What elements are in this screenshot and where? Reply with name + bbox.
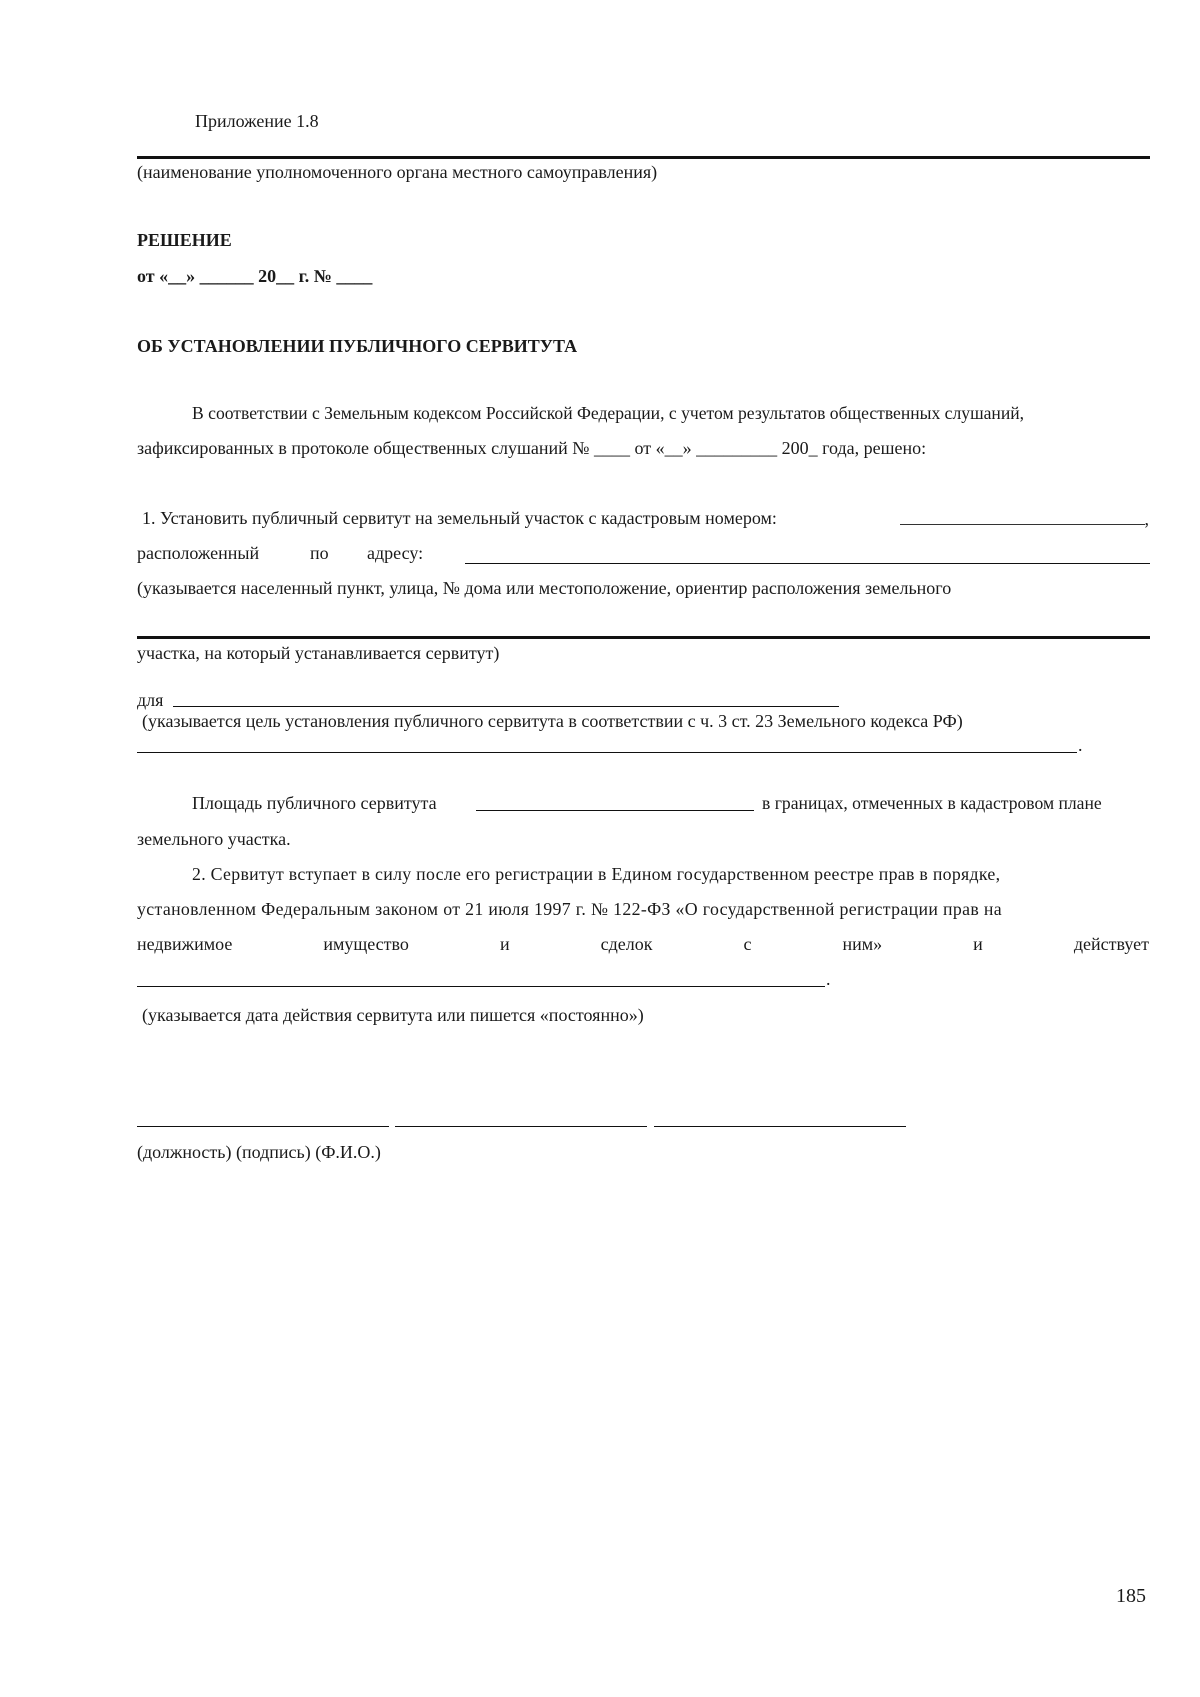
decision-title: РЕШЕНИЕ [137,230,232,250]
cadastral-number-blank [900,508,1145,525]
authority-rule [137,156,1150,159]
area-line-2: земельного участка. [137,829,291,849]
address-caption: (указывается населенный пункт, улица, № дома или местоположение, ориентир расположения земельного [137,578,952,598]
address-caption-cont: участка, на который устанавливается сервитут) [137,643,500,663]
validity-end: . [826,969,831,989]
authority-caption: (наименование уполномоченного органа местного самоуправления) [137,162,658,182]
area-prefix: Площадь публичного сервитута [192,793,437,813]
item2-word: и [973,934,983,954]
validity-blank [137,986,825,987]
item2-line-1: 2. Сервитут вступает в силу после его регистрации в Едином государственном реестре прав в порядке, [192,864,1001,884]
item1-located-word: расположенный [137,543,260,563]
page-number: 185 [1116,1585,1146,1607]
purpose-prefix: для [137,690,164,710]
item2-word: имущество [323,934,409,954]
address-blank [465,563,1150,564]
decision-subject: ОБ УСТАНОВЛЕНИИ ПУБЛИЧНОГО СЕРВИТУТА [137,336,578,356]
item1-cadastral-text: 1. Установить публичный сервитут на земельный участок с кадастровым номером: [142,508,777,528]
purpose-end: . [1078,735,1083,755]
item2-line-2: установленном Федеральным законом от 21 июля 1997 г. № 122-ФЗ «О государственной регистрации прав на [137,899,1002,919]
item1-address-word: адресу: [367,543,424,563]
signature-position-blank [137,1126,389,1127]
signature-name-blank [654,1126,906,1127]
signature-caption: (должность) (подпись) (Ф.И.О.) [137,1142,381,1162]
intro-line-2: зафиксированных в протоколе общественных слушаний № ____ от «__» _________ 200_ года, решено: [137,438,927,458]
purpose-caption: (указывается цель установления публичного сервитута в соответствии с ч. 3 ст. 23 Земельного кодекса РФ) [142,711,963,731]
item1-line-1 [142,508,1149,531]
item2-word: сделок [600,934,653,954]
signature-sign-blank [395,1126,647,1127]
purpose-blank-2 [137,752,1077,753]
item1-by-word: по [310,543,329,563]
area-suffix: в границах, отмеченных в кадастровом плане [762,793,1102,813]
intro-line-1: В соответствии с Земельным кодексом Российской Федерации, с учетом результатов общественных слушаний, [192,403,1025,423]
item2-word: ним» [842,934,883,954]
appendix-label: Приложение 1.8 [195,111,319,131]
area-blank [476,810,754,811]
item2-line-3 [137,934,1149,956]
address-rule [137,636,1150,639]
item2-word: с [743,934,752,954]
item1-cadastral-blank [900,508,1150,531]
item2-word: действует [1073,934,1149,954]
item2-word: и [499,934,510,954]
item1-line1-end: , [1144,509,1149,529]
validity-caption: (указывается дата действия сервитута или пишется «постоянно») [142,1005,644,1025]
item2-word: недвижимое [137,934,233,954]
decision-date-line: от «__» ______ 20__ г. № ____ [137,266,373,286]
purpose-blank [173,706,839,707]
